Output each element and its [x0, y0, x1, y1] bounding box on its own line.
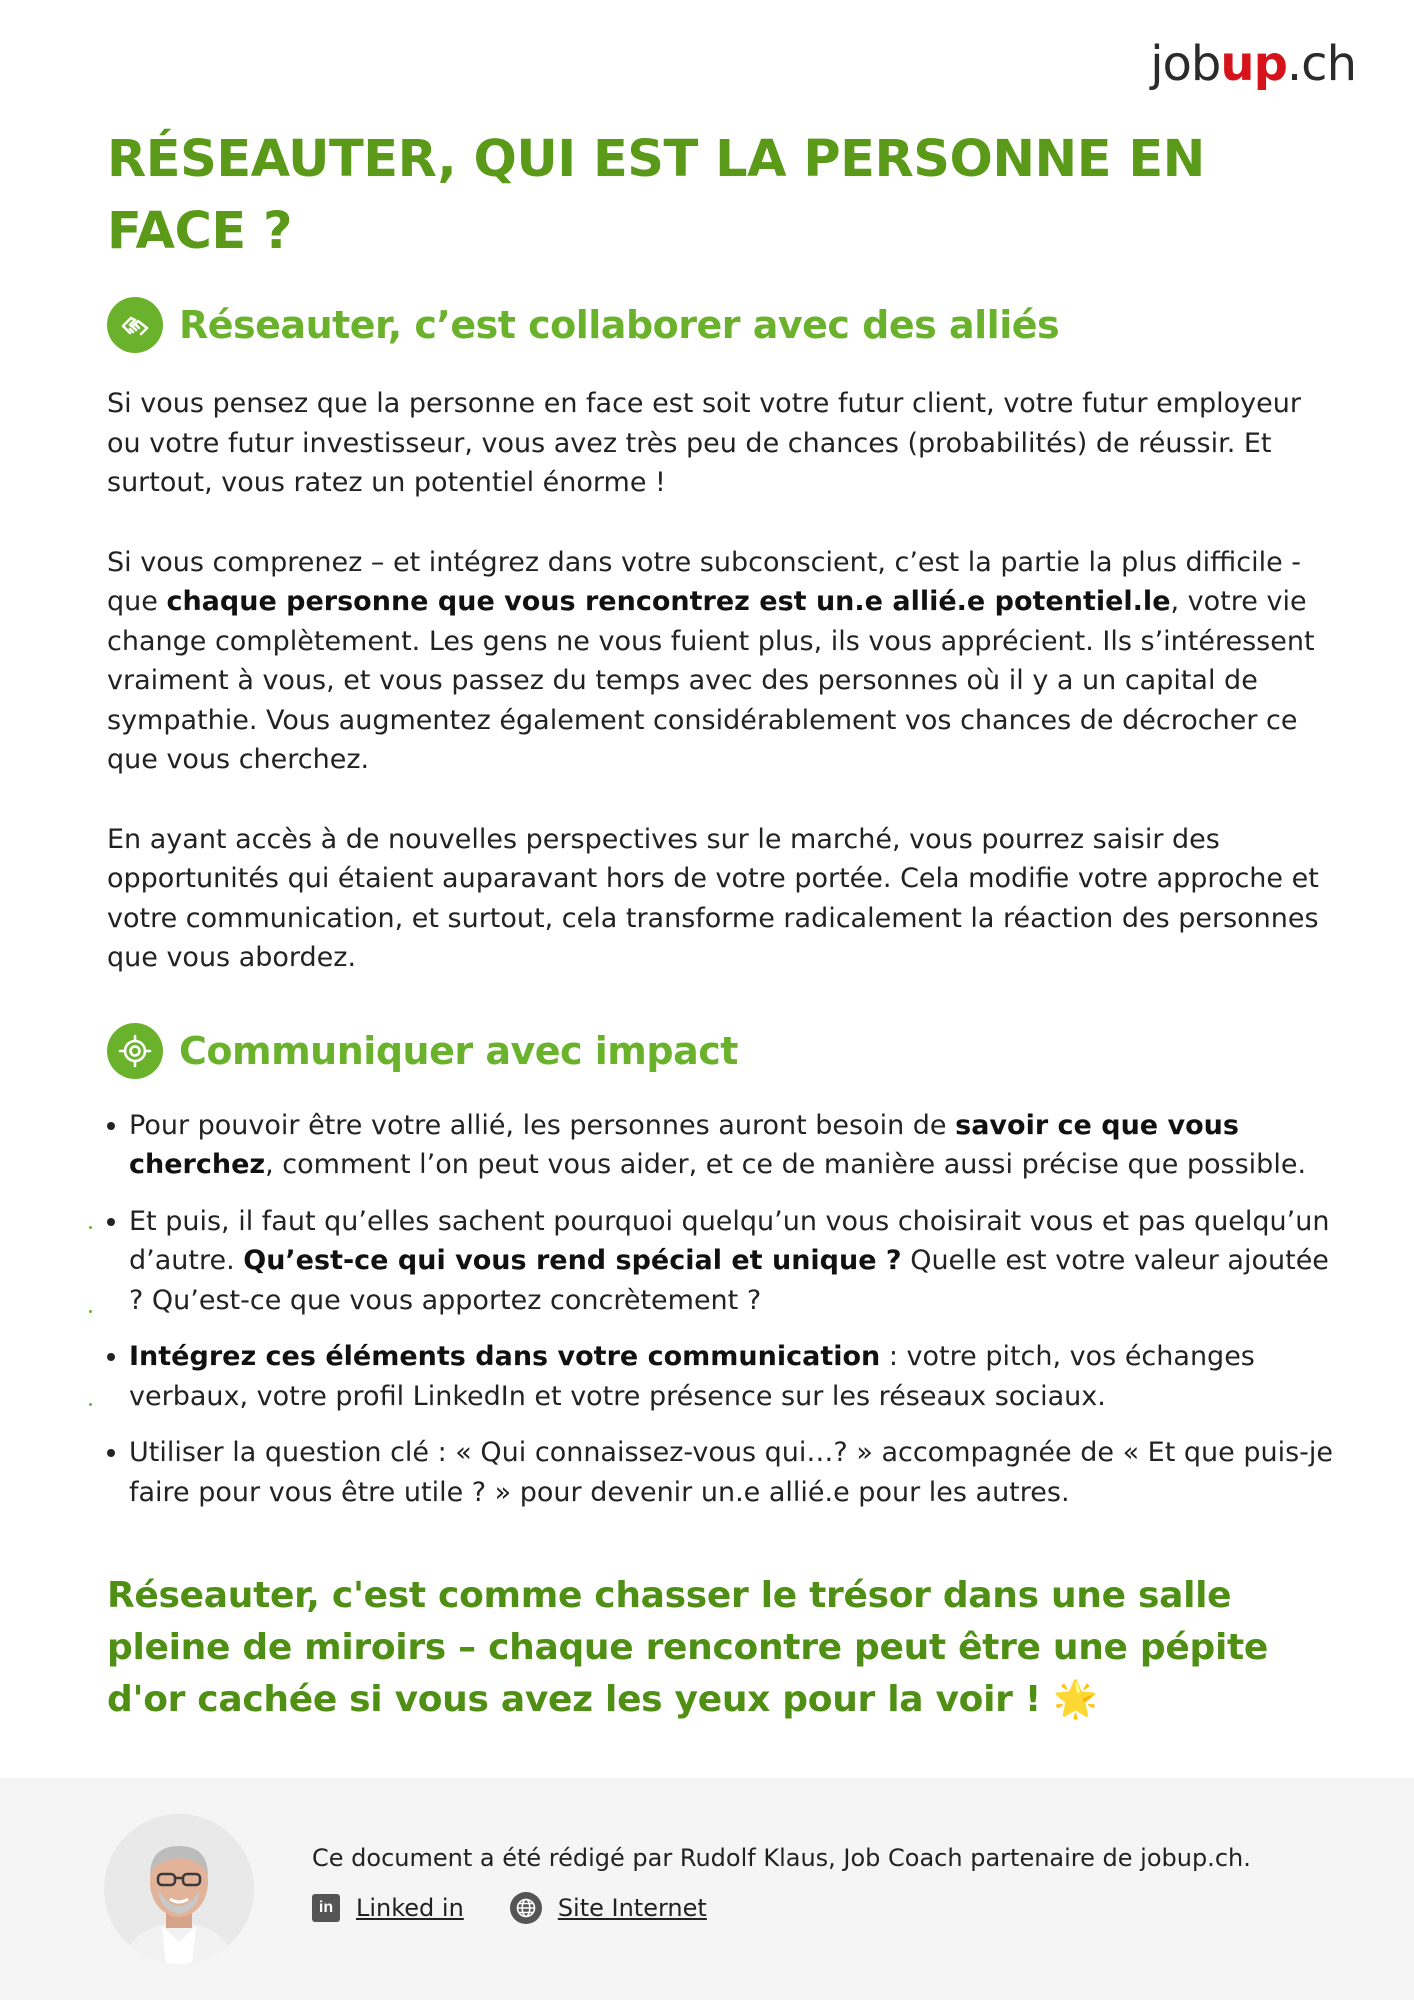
section-heading-text: Réseauter, c’est collaborer avec des alliés — [179, 303, 1060, 347]
logo-up-text: up — [1220, 36, 1287, 92]
list-item — [107, 1337, 1337, 1416]
list-item-text: : votre pitch, vos échanges verbaux, votre profil LinkedIn et votre présence sur les réseaux sociaux. — [129, 1341, 1255, 1412]
jobup-logo — [1150, 36, 1356, 92]
linkedin-icon: in — [312, 1894, 340, 1922]
paragraph — [107, 543, 1337, 780]
list-item-text: , comment l’on peut vous aider, et ce de manière aussi précise que possible. — [265, 1149, 1307, 1180]
decorative-dot — [89, 1403, 92, 1406]
list-item-emphasis: Qu’est-ce qui vous rend spécial et unique ? — [243, 1245, 902, 1276]
list-item-text: Et puis, il faut qu’elles sachent pourquoi quelqu’un vous choisirait vous et pas quelqu’un d’autre. — [129, 1205, 1330, 1276]
list-item — [107, 1202, 1337, 1321]
section-heading-impact — [107, 1016, 1337, 1086]
list-item-text: Pour pouvoir être votre allié, les personnes auront besoin de — [129, 1109, 956, 1141]
website-link[interactable] — [510, 1892, 707, 1924]
section-heading-text: Communiquer avec impact — [179, 1028, 738, 1073]
section-impact — [107, 1016, 1337, 1513]
target-icon — [107, 1023, 163, 1079]
website-label: Site Internet — [557, 1894, 707, 1922]
bullet-list — [107, 1106, 1337, 1513]
quote-text: Réseauter, c'est comme chasser le trésor dans une salle pleine de miroirs – chaque rencontre peut être une pépite d'or cachée si vous avez les yeux pour la voir ! — [107, 1575, 1269, 1720]
paragraph: En ayant accès à de nouvelles perspectives sur le marché, vous pourrez saisir des opportunités qui étaient auparavant hors de votre portée. Cela modifie votre approche et votre communication, et surtout, cela transforme radicalement la réaction des personnes que vous abordez. — [107, 823, 1319, 973]
linkedin-label: Linked in — [356, 1894, 464, 1922]
handshake-icon — [107, 297, 163, 353]
decorative-dot — [89, 1310, 92, 1313]
star-emoji: 🌟 — [1053, 1679, 1098, 1720]
list-item-emphasis: Intégrez ces éléments dans votre communication — [129, 1341, 881, 1372]
author-footer — [0, 1778, 1414, 2000]
list-item — [107, 1106, 1337, 1185]
globe-icon — [510, 1892, 542, 1924]
paragraph-emphasis: chaque personne que vous rencontrez est un.e allié.e potentiel.le — [166, 586, 1171, 617]
paragraph-text: , votre vie change complètement. Les gens ne vous fuient plus, ils vous apprécient. Ils s’intéressent vraiment à vous, et vous passez du temps avec des personnes où il y a un capital de sympathie. Vous augmentez également considérablement vos chances de décrocher ce que vous cherchez. — [107, 586, 1315, 775]
logo-job-text: job — [1150, 36, 1221, 92]
list-item-text: Quelle est votre valeur ajoutée ? Qu’est-ce que vous apportez concrètement ? — [129, 1245, 1329, 1316]
page-title: RÉSEAUTER, QUI EST LA PERSONNE EN FACE ? — [107, 130, 1205, 261]
linkedin-link[interactable] — [312, 1894, 464, 1922]
list-item — [107, 1433, 1337, 1512]
logo-ch-text: .ch — [1286, 36, 1356, 92]
author-links — [312, 1892, 707, 1924]
decorative-dot — [89, 1226, 92, 1229]
list-item-text: Utiliser la question clé : « Qui connaissez-vous qui…? » accompagnée de « Et que puis-je faire pour vous être utile ? » pour devenir un.e allié.e pour les autres. — [129, 1437, 1334, 1508]
author-avatar — [104, 1814, 254, 1964]
section-body-allies — [107, 384, 1337, 978]
paragraph-text: Si vous comprenez – et intégrez dans votre subconscient, c’est la partie la plus difficile - que — [107, 546, 1302, 617]
paragraph: Si vous pensez que la personne en face est soit votre futur client, votre futur employeur ou votre futur investisseur, vous avez très peu de chances (probabilités) de réussir. Et surtout, vous ratez un potentiel énorme ! — [107, 388, 1301, 498]
list-item-emphasis: savoir ce que vous cherchez — [129, 1109, 1239, 1180]
author-credit: Ce document a été rédigé par Rudolf Klaus, Job Coach partenaire de jobup.ch. — [312, 1844, 1251, 1872]
document-content — [107, 124, 1337, 1726]
section-heading-allies — [107, 290, 1337, 360]
closing-quote — [107, 1570, 1337, 1726]
